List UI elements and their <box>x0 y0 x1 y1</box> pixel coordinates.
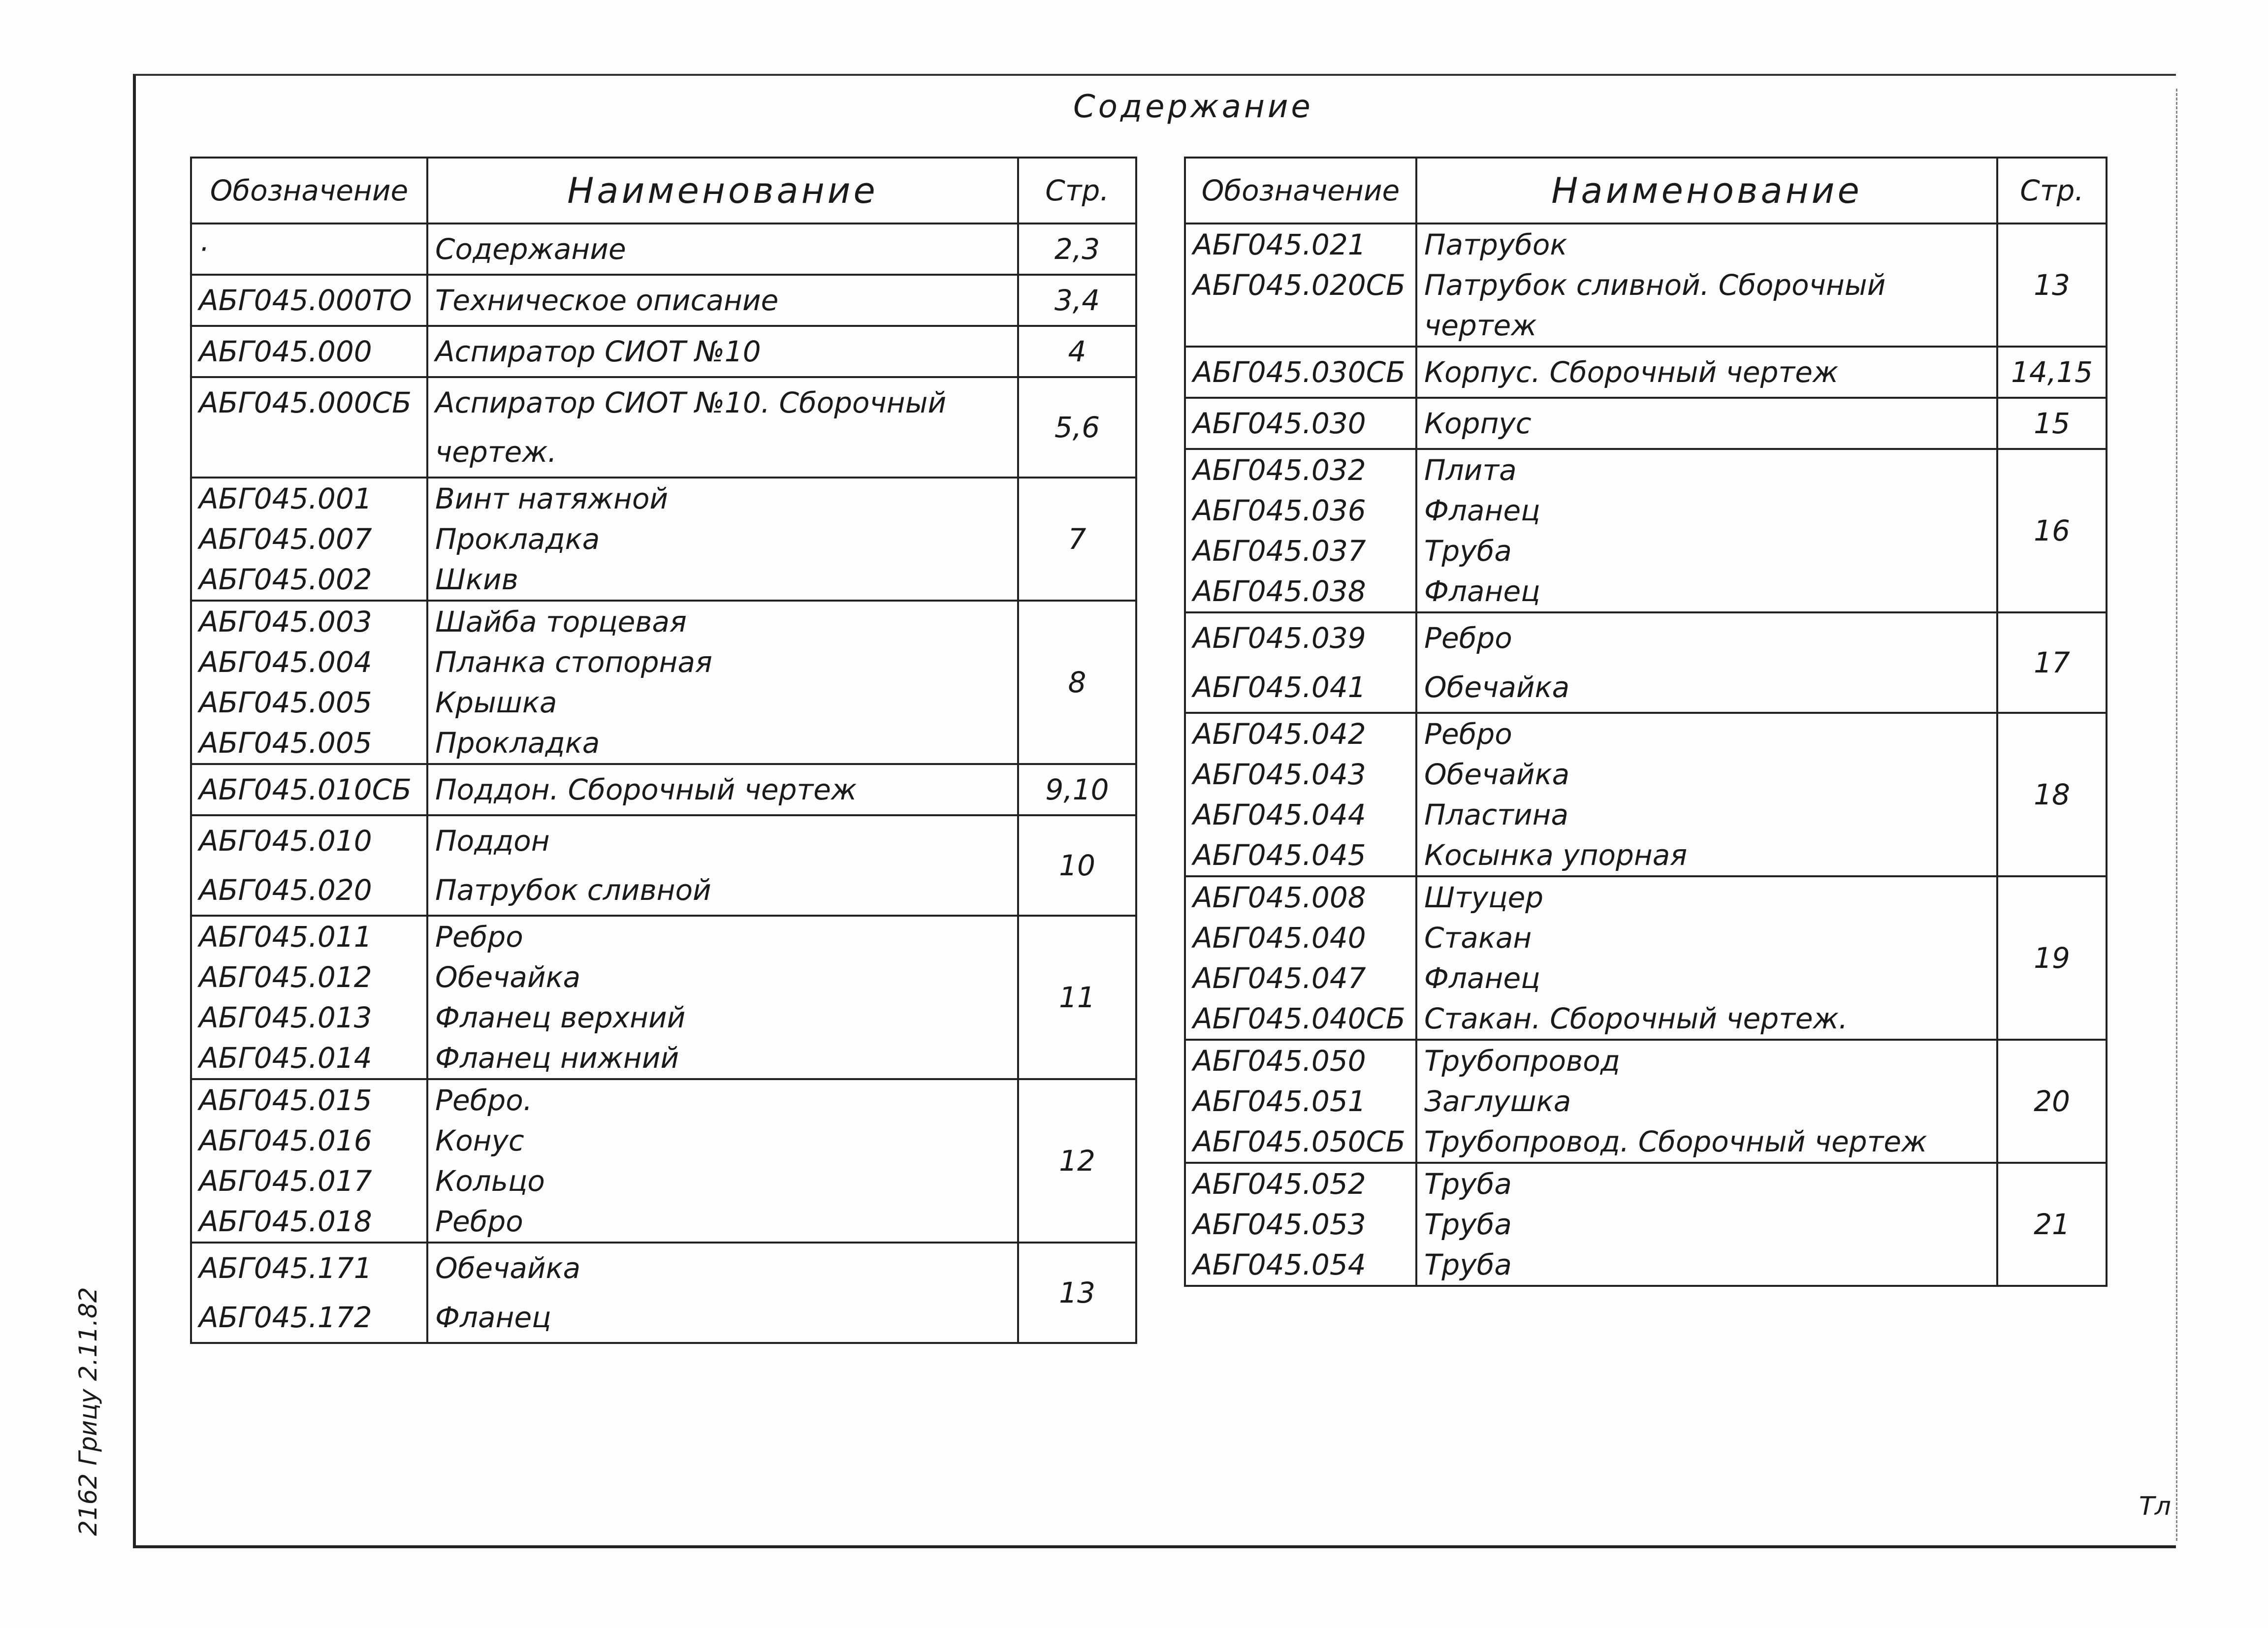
page-cell: 14,15 <box>1997 347 2107 398</box>
name-text: Стакан. Сборочный чертеж. <box>1424 1002 1848 1035</box>
page-cell: 2,3 <box>1018 223 1136 275</box>
name-cell <box>1416 1163 1997 1286</box>
designation-text: АБГ045.030 <box>1193 407 1366 440</box>
designation-text: АБГ045.011 <box>199 920 372 954</box>
page-cell: 3,4 <box>1018 275 1136 326</box>
name-cell <box>427 223 1018 275</box>
page-cell: 9,10 <box>1018 764 1136 815</box>
name-text: Трубопровод. Сборочный чертеж <box>1424 1125 1927 1158</box>
name-text: чертеж. <box>435 435 557 469</box>
designation-text: АБГ045.043 <box>1193 758 1366 791</box>
designation-text: АБГ045.015 <box>199 1084 372 1117</box>
name-text: Прокладка <box>435 726 600 760</box>
designation-text: АБГ045.001 <box>199 482 372 515</box>
name-cell <box>1416 1040 1997 1163</box>
page-cell: 18 <box>1997 713 2107 876</box>
designation-text: АБГ045.016 <box>199 1124 372 1157</box>
name-text: Аспиратор СИОТ №10 <box>435 335 761 368</box>
name-cell <box>427 1079 1018 1243</box>
name-text: Фланец верхний <box>435 1001 686 1034</box>
designation-text: АБГ045.047 <box>1193 961 1366 995</box>
table-row <box>1185 347 2107 398</box>
page-cell: 13 <box>1997 223 2107 347</box>
name-text: Ребро <box>1424 717 1512 751</box>
designation-text: АБГ045.000ТО <box>199 284 412 317</box>
name-cell <box>1416 612 1997 713</box>
name-text: Пластина <box>1424 798 1569 831</box>
page-cell: 4 <box>1018 326 1136 377</box>
page-cell: 8 <box>1018 601 1136 764</box>
name-cell <box>1416 876 1997 1040</box>
name-cell <box>1416 347 1997 398</box>
designation-text: АБГ045.045 <box>1193 838 1366 872</box>
designation-cell <box>191 815 427 916</box>
page-cell: 20 <box>1997 1040 2107 1163</box>
name-cell <box>427 275 1018 326</box>
page-cell: 21 <box>1997 1163 2107 1286</box>
name-text: Фланец нижний <box>435 1041 679 1075</box>
name-text: Обечайка <box>435 1251 581 1285</box>
table-row <box>1185 398 2107 449</box>
page-cell: 17 <box>1997 612 2107 713</box>
name-text: Патрубок <box>1424 228 1567 261</box>
designation-cell <box>1185 223 1416 347</box>
name-text: Фланец <box>435 1301 551 1334</box>
page-cell: 11 <box>1018 916 1136 1079</box>
name-text: Труба <box>1424 1208 1512 1241</box>
designation-text: АБГ045.005 <box>199 726 372 760</box>
page-cell: 5,6 <box>1018 377 1136 478</box>
name-text: Ребро <box>435 920 523 954</box>
table-row <box>1185 876 2107 1040</box>
name-text: Аспиратор СИОТ №10. Сборочный <box>435 386 947 419</box>
table-row <box>191 275 1136 326</box>
name-text: Обечайка <box>1424 670 1570 704</box>
name-text: чертеж <box>1424 309 1537 342</box>
designation-cell <box>191 601 427 764</box>
designation-cell <box>191 916 427 1079</box>
page-cell: 10 <box>1018 815 1136 916</box>
designation-text: АБГ045.010 <box>199 824 372 858</box>
designation-text: АБГ045.000СБ <box>199 386 412 419</box>
designation-cell <box>1185 713 1416 876</box>
designation-cell <box>191 223 427 275</box>
designation-cell <box>191 478 427 601</box>
header-designation: Обозначение <box>191 158 427 223</box>
designation-cell <box>1185 398 1416 449</box>
name-text: Патрубок сливной <box>435 873 711 907</box>
table-row <box>1185 1163 2107 1286</box>
designation-text <box>199 427 419 477</box>
header-designation: Обозначение <box>1185 158 1416 223</box>
designation-text: АБГ045.042 <box>1193 717 1366 751</box>
designation-text: АБГ045.000 <box>199 335 372 368</box>
designation-text: АБГ045.010СБ <box>199 773 412 806</box>
designation-text: АБГ045.171 <box>199 1251 372 1285</box>
designation-cell <box>191 275 427 326</box>
name-cell <box>427 326 1018 377</box>
name-text: Патрубок сливной. Сборочный <box>1424 268 1886 302</box>
table-row <box>1185 713 2107 876</box>
designation-text: АБГ045.014 <box>199 1041 372 1075</box>
name-text: Ребро <box>1424 621 1512 655</box>
table-row <box>191 478 1136 601</box>
designation-text: АБГ045.002 <box>199 563 372 596</box>
name-text: Корпус <box>1424 407 1532 440</box>
name-text: Конус <box>435 1124 524 1157</box>
designation-text: АБГ045.053 <box>1193 1208 1366 1241</box>
designation-text: АБГ045.020 <box>199 873 372 907</box>
designation-text: АБГ045.044 <box>1193 798 1366 831</box>
name-text: Фланец <box>1424 575 1540 608</box>
name-cell <box>427 916 1018 1079</box>
designation-text: · <box>199 232 208 266</box>
designation-text <box>1193 305 1408 346</box>
name-text: Винт натяжной <box>435 482 669 515</box>
header-name: Наименование <box>1416 158 1997 223</box>
designation-cell <box>191 764 427 815</box>
name-cell <box>1416 398 1997 449</box>
name-text: Труба <box>1424 1167 1512 1201</box>
name-cell <box>1416 713 1997 876</box>
designation-text: АБГ045.030СБ <box>1193 355 1406 389</box>
margin-line <box>2176 89 2177 1541</box>
page-title: Содержание <box>1073 89 1313 125</box>
table-row <box>191 764 1136 815</box>
name-text: Содержание <box>435 232 626 266</box>
designation-text: АБГ045.050СБ <box>1193 1125 1406 1158</box>
table-row <box>191 1079 1136 1243</box>
name-text: Заглушка <box>1424 1085 1571 1118</box>
table-row <box>191 916 1136 1079</box>
table-row <box>191 223 1136 275</box>
designation-text: АБГ045.032 <box>1193 453 1366 487</box>
designation-text: АБГ045.039 <box>1193 621 1366 655</box>
table-row <box>191 377 1136 478</box>
name-cell <box>1416 223 1997 347</box>
header-name: Наименование <box>427 158 1018 223</box>
name-text: Штуцер <box>1424 881 1544 914</box>
name-cell <box>427 478 1018 601</box>
designation-text: АБГ045.052 <box>1193 1167 1366 1201</box>
table-row <box>1185 1040 2107 1163</box>
designation-cell <box>1185 1040 1416 1163</box>
name-cell <box>427 601 1018 764</box>
designation-cell <box>1185 612 1416 713</box>
header-page: Стр. <box>1997 158 2107 223</box>
designation-cell <box>1185 449 1416 612</box>
name-text: Ребро <box>435 1205 523 1238</box>
designation-text: АБГ045.172 <box>199 1301 372 1334</box>
name-text: Фланец <box>1424 961 1540 995</box>
designation-text: АБГ045.040СБ <box>1193 1002 1406 1035</box>
name-text: Планка стопорная <box>435 645 712 679</box>
name-cell <box>427 377 1018 478</box>
designation-text: АБГ045.051 <box>1193 1085 1366 1118</box>
name-text: Труба <box>1424 534 1512 568</box>
contents-table-left <box>190 157 1137 1344</box>
name-cell <box>427 764 1018 815</box>
designation-text: АБГ045.004 <box>199 645 372 679</box>
name-text: Поддон. Сборочный чертеж <box>435 773 857 806</box>
name-text: Поддон <box>435 824 550 858</box>
designation-text: АБГ045.020СБ <box>1193 268 1406 302</box>
corner-mark: Тл <box>2139 1492 2171 1521</box>
page-cell: 19 <box>1997 876 2107 1040</box>
name-text: Ребро. <box>435 1084 533 1117</box>
name-text: Косынка упорная <box>1424 838 1688 872</box>
margin-stamp: 2162 Грицу 2.11.82 <box>74 1287 102 1536</box>
designation-text: АБГ045.038 <box>1193 575 1366 608</box>
table-row <box>191 815 1136 916</box>
name-text: Кольцо <box>435 1164 545 1198</box>
designation-cell <box>191 326 427 377</box>
designation-text: АБГ045.054 <box>1193 1248 1366 1281</box>
table-row <box>1185 612 2107 713</box>
designation-cell <box>1185 1163 1416 1286</box>
name-cell <box>1416 449 1997 612</box>
page-cell: 16 <box>1997 449 2107 612</box>
designation-text: АБГ045.041 <box>1193 670 1366 704</box>
page-cell: 7 <box>1018 478 1136 601</box>
name-text: Шкив <box>435 563 518 596</box>
designation-text: АБГ045.037 <box>1193 534 1366 568</box>
page-cell: 13 <box>1018 1243 1136 1343</box>
designation-text: АБГ045.012 <box>199 960 372 994</box>
designation-text: АБГ045.017 <box>199 1164 372 1198</box>
designation-cell <box>191 377 427 478</box>
designation-text: АБГ045.013 <box>199 1001 372 1034</box>
header-page: Стр. <box>1018 158 1136 223</box>
designation-text: АБГ045.005 <box>199 686 372 719</box>
table-row <box>1185 223 2107 347</box>
name-text: Техническое описание <box>435 284 779 317</box>
name-cell <box>427 815 1018 916</box>
name-cell <box>427 1243 1018 1343</box>
name-text: Трубопровод <box>1424 1044 1620 1078</box>
name-text: Фланец <box>1424 494 1540 527</box>
designation-text: АБГ045.021 <box>1193 228 1366 261</box>
table-row <box>1185 449 2107 612</box>
contents-table-right <box>1184 157 2108 1287</box>
name-text: Обечайка <box>1424 758 1570 791</box>
designation-cell <box>191 1079 427 1243</box>
name-text: Шайба торцевая <box>435 605 687 638</box>
page-cell: 15 <box>1997 398 2107 449</box>
designation-cell <box>1185 876 1416 1040</box>
name-text: Обечайка <box>435 960 581 994</box>
designation-text: АБГ045.018 <box>199 1205 372 1238</box>
designation-cell <box>191 1243 427 1343</box>
name-text: Прокладка <box>435 522 600 556</box>
name-text: Плита <box>1424 453 1517 487</box>
designation-cell <box>1185 347 1416 398</box>
name-text: Корпус. Сборочный чертеж <box>1424 355 1839 389</box>
designation-text: АБГ045.003 <box>199 605 372 638</box>
designation-text: АБГ045.007 <box>199 522 372 556</box>
table-row <box>191 1243 1136 1343</box>
table-row <box>191 326 1136 377</box>
designation-text: АБГ045.050 <box>1193 1044 1366 1078</box>
designation-text: АБГ045.008 <box>1193 881 1366 914</box>
designation-text: АБГ045.036 <box>1193 494 1366 527</box>
name-text: Крышка <box>435 686 557 719</box>
page-cell: 12 <box>1018 1079 1136 1243</box>
table-row <box>191 601 1136 764</box>
name-text: Стакан <box>1424 921 1532 955</box>
name-text: Труба <box>1424 1248 1512 1281</box>
designation-text: АБГ045.040 <box>1193 921 1366 955</box>
